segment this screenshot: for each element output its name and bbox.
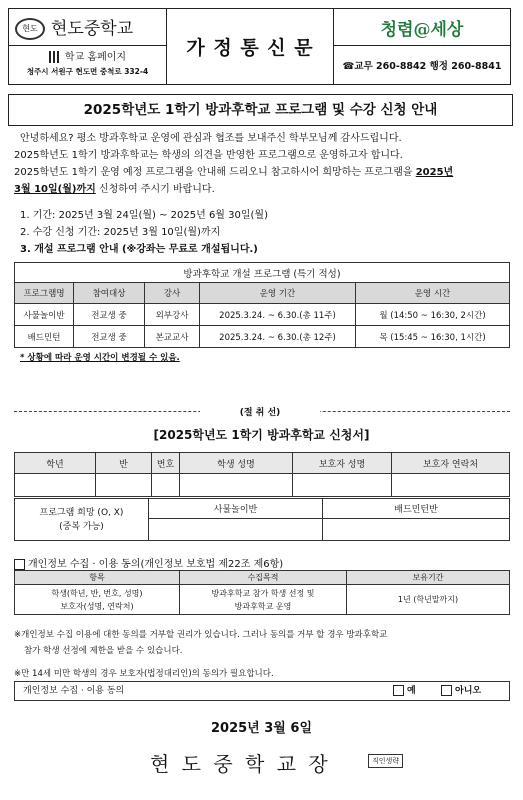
notice-title: 2025학년도 1학기 방과후학교 프로그램 및 수강 신청 안내 [8, 94, 513, 126]
notice-para-2: 2025학년도 1학기 방과후학교는 학생의 의견을 반영한 프로그램으로 운영하고자 합니다. [14, 150, 403, 161]
col-header: 학년 [15, 453, 96, 474]
grade-field[interactable] [15, 474, 96, 497]
notice-para-4: 3월 10일(월)까지 신청하여 주시기 바랍니다. [14, 184, 215, 195]
table-cell: 목 (15:45 ~ 16:30, 1시간) [356, 326, 510, 348]
table-row [15, 326, 510, 348]
consent-no-option[interactable]: 아니오 [441, 682, 481, 700]
col-header: 운영 시간 [356, 283, 510, 304]
privacy-title: 개인정보 수집 · 이용 동의(개인정보 보호법 제22조 제6항) [14, 555, 283, 570]
doc-title: 가 정 통 신 문 [167, 9, 334, 85]
notice-para-1: 안녕하세요? 평소 방과후학교 운영에 관심과 협조를 보내주신 학부모님께 감사드립니다. [20, 133, 402, 144]
col-header: 강사 [145, 283, 200, 304]
application-table [14, 452, 510, 497]
program-name-badminton: 배드민턴반 [323, 499, 510, 519]
table-cell: 전교생 중 [74, 304, 145, 326]
col-header: 번호 [152, 453, 180, 474]
schedule-change-note: * 상황에 따라 운영 시간이 변경될 수 있음. [20, 353, 180, 363]
privacy-table [14, 570, 510, 615]
table-cell: 본교교사 [145, 326, 200, 348]
deadline-year: 2025년 [415, 167, 454, 178]
student-name-field[interactable] [180, 474, 293, 497]
col-header: 반 [96, 453, 152, 474]
table-cell: 외부강사 [145, 304, 200, 326]
col-header: 참여대상 [74, 283, 145, 304]
program-wish-label: 프로그램 희망 (O, X) (중복 가능) [15, 499, 149, 541]
wish-field-sampulnori[interactable] [149, 519, 323, 541]
integrity-brand-logo: 청렴@세상 [334, 9, 511, 46]
privacy-notes [14, 627, 514, 682]
col-header: 수집목적 [180, 571, 347, 585]
checkbox-icon[interactable] [393, 685, 404, 696]
table-row [15, 304, 510, 326]
school-name: 현도중학교 [51, 18, 134, 39]
privacy-note-1: ※개인정보 수집 이용에 대한 동의를 거부할 권리가 있습니다. 그러나 동의를 거부 할 경우 방과후학교 [14, 630, 388, 640]
checkbox-icon[interactable] [14, 559, 25, 570]
issue-date: 2025년 3월 6일 [211, 721, 312, 736]
privacy-items: 학생(학년, 반, 번호, 성명) 보호자(성명, 연락처) [15, 585, 180, 615]
table-cell: 2025.3.24. ~ 6.30.(총 12주) [200, 326, 356, 348]
table-cell: 월 (14:50 ~ 16:30, 2시간) [356, 304, 510, 326]
application-title: [2025학년도 1학기 방과후학교 신청서] [153, 428, 370, 442]
privacy-note-2: ※만 14세 미만 학생의 경우 보호자(법정대리인)의 동의가 필요합니다. [14, 669, 274, 679]
apply-period-item: 2. 수강 신청 기간: 2025년 3월 10일(월)까지 [20, 227, 221, 238]
col-header: 운영 기간 [200, 283, 356, 304]
application-input-row [15, 474, 510, 497]
program-name-sampulnori: 사물놀이반 [149, 499, 323, 519]
number-field[interactable] [152, 474, 180, 497]
program-table-caption: 방과후학교 개설 프로그램 (특기 적성) [15, 263, 510, 283]
school-address: 청주시 서원구 현도면 중척로 332-4 [26, 67, 149, 76]
notice-body [14, 130, 514, 198]
school-logo-icon: 현도 [15, 18, 45, 40]
period-item: 1. 기간: 2025년 3월 24일(월) ~ 2025년 6월 30일(월) [20, 210, 268, 221]
deadline-date: 3월 10일(월)까지 [14, 184, 96, 195]
homepage-cell [9, 46, 167, 85]
qr-code-icon [49, 51, 61, 63]
col-header: 학생 성명 [180, 453, 293, 474]
checkbox-icon[interactable] [441, 685, 452, 696]
wish-field-badminton[interactable] [323, 519, 510, 541]
col-header: 보유기간 [347, 571, 510, 585]
notice-para-3: 2025학년도 1학기 운영 예정 프로그램을 안내해 드리오니 참고하시어 희망하는 프로그램을 2025년 [14, 167, 454, 178]
program-table-header [15, 283, 510, 304]
guardian-contact-field[interactable] [392, 474, 510, 497]
seal-omitted-stamp: 직인생략 [368, 754, 403, 768]
col-header: 항목 [15, 571, 180, 585]
letterhead [8, 8, 511, 85]
table-cell: 2025.3.24. ~ 6.30.(총 11주) [200, 304, 356, 326]
privacy-purpose: 방과후학교 참가 학생 선정 및 방과후학교 운영 [180, 585, 347, 615]
consent-yes-option[interactable]: 예 [393, 682, 416, 700]
notice-items [20, 207, 510, 258]
school-name-cell [9, 9, 167, 46]
privacy-note-1-cont: 참가 학생 선정에 제한을 받을 수 있습니다. [24, 646, 183, 656]
homepage-link[interactable]: 학교 홈페이지 [9, 51, 166, 65]
table-cell: 배드민턴 [15, 326, 74, 348]
principal-signature: 현 도 중 학 교 장 [150, 752, 331, 776]
phone-numbers: ☎교무 260-8842 행정 260-8841 [334, 46, 511, 85]
guardian-name-field[interactable] [293, 474, 392, 497]
consent-label: 개인정보 수집 · 이용 동의 [23, 686, 125, 696]
application-header-row [15, 453, 510, 474]
privacy-period: 1년 (학년말까지) [347, 585, 510, 615]
consent-row [14, 681, 510, 701]
program-wish-table [14, 498, 510, 541]
class-field[interactable] [96, 474, 152, 497]
cut-line-label: (절 취 선) [200, 405, 320, 418]
table-cell: 전교생 중 [74, 326, 145, 348]
col-header: 보호자 성명 [293, 453, 392, 474]
program-guide-item: 3. 개설 프로그램 안내 (※강좌는 무료로 개설됩니다.) [20, 244, 258, 255]
program-table [14, 262, 510, 348]
col-header: 프로그램명 [15, 283, 74, 304]
col-header: 보호자 연락처 [392, 453, 510, 474]
table-cell: 사물놀이반 [15, 304, 74, 326]
